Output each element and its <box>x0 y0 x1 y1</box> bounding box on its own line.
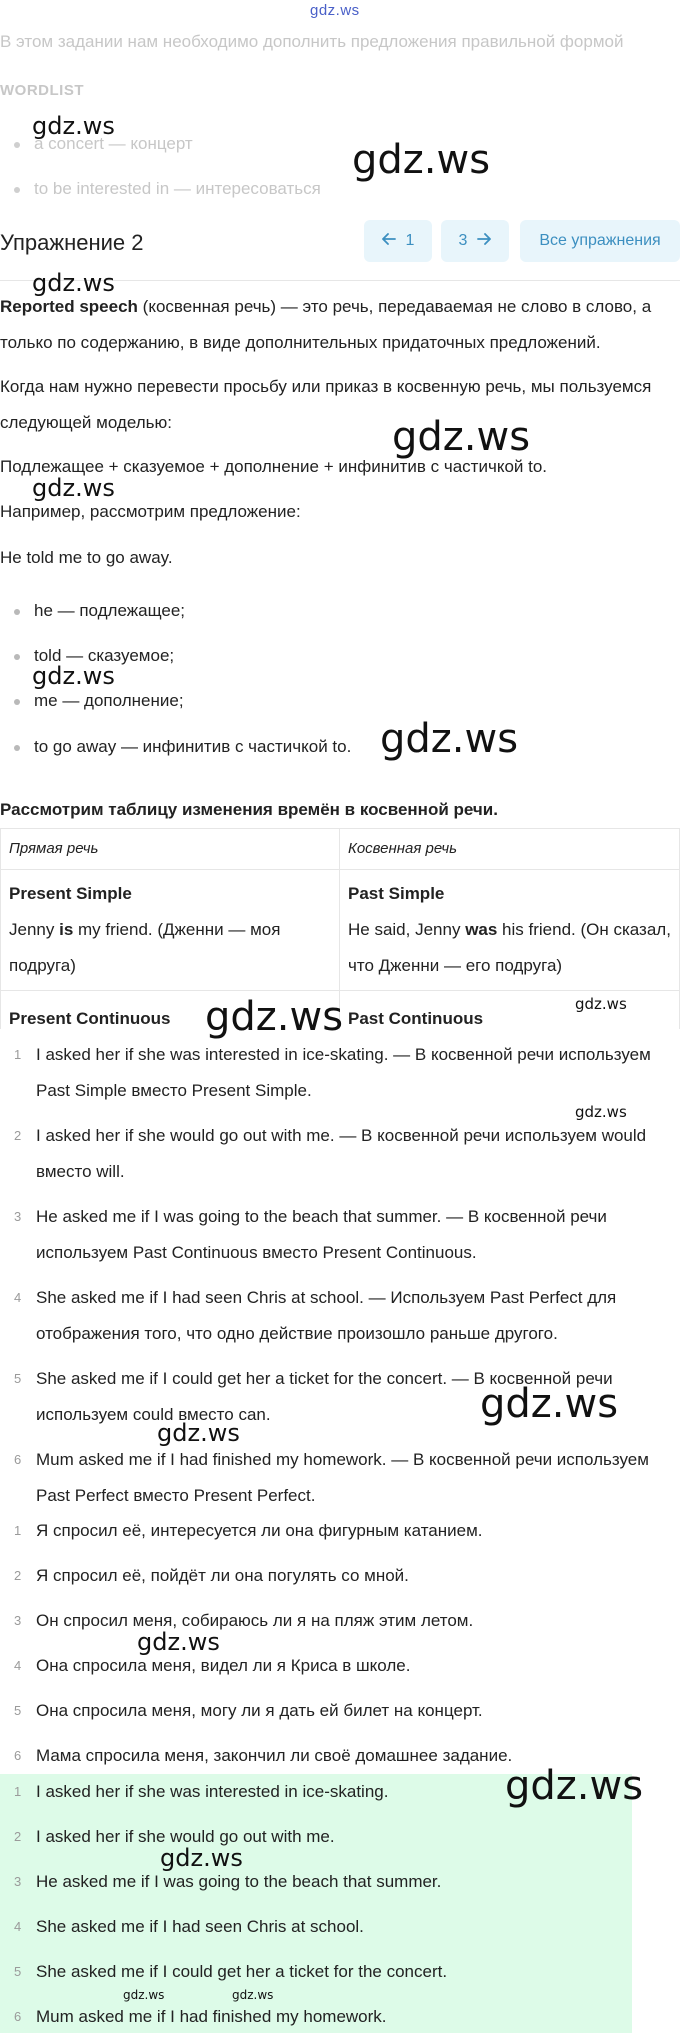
exercise-title: Упражнение 2 <box>0 230 144 255</box>
theory-paragraph: Подлежащее + сказуемое + дополнение + инфинитив с частичкой to. <box>0 457 548 476</box>
wordlist-title: WORDLIST <box>0 82 84 99</box>
bullet-item: told — сказуемое; <box>14 646 174 666</box>
watermark: gdz.ws <box>480 1381 619 1427</box>
watermark: gdz.ws <box>232 1988 274 2002</box>
bullet-icon <box>14 609 20 615</box>
intro-text: В этом задании нам необходимо дополнить предложения правильной формой <box>0 32 624 51</box>
tense-name: Past Continuous <box>348 1009 484 1028</box>
item-number: 6 <box>14 2009 22 2024</box>
prev-exercise-label: 1 <box>405 232 415 249</box>
wordlist-item: a concert — концерт <box>14 134 193 154</box>
table-heading: Рассмотрим таблицу изменения времён в косвенной речи. <box>0 800 498 819</box>
tense-name: Present Simple <box>9 884 132 903</box>
item-text: Я спросил её, интересуется ли она фигурным катанием. <box>36 1521 483 1540</box>
item-text: I asked her if she was interested in ice-skating. — В косвенной речи используем Past Simple вместо Present Simple. <box>36 1045 651 1100</box>
table-example: Jenny is my friend. (Дженни — моя подруга) <box>9 920 281 975</box>
answer-text: She asked me if I had seen Chris at school. <box>36 1917 364 1936</box>
item-number: 2 <box>14 1829 22 1844</box>
all-exercises-button[interactable]: Все упражнения <box>520 220 680 262</box>
watermark: gdz.ws <box>160 1844 243 1872</box>
watermark: gdz.ws <box>575 1103 627 1121</box>
answer-text: I asked her if she would go out with me. <box>36 1827 335 1846</box>
item-number: 1 <box>14 1523 22 1538</box>
item-number: 1 <box>14 1047 22 1062</box>
item-number: 5 <box>14 1703 22 1718</box>
bullet-icon <box>14 187 20 193</box>
answer-text: She asked me if I could get her a ticket for the concert. <box>36 1962 448 1981</box>
site-logo[interactable]: gdz.ws <box>310 2 360 19</box>
bullet-item: me — дополнение; <box>14 691 184 711</box>
answer-text: I asked her if she was interested in ice-skating. <box>36 1782 389 1801</box>
item-text: Я спросил её, пойдёт ли она погулять со мной. <box>36 1566 409 1585</box>
bullet-item: he — подлежащее; <box>14 601 185 621</box>
bullet-icon <box>14 745 20 751</box>
item-text: Она спросила меня, могу ли я дать ей билет на концерт. <box>36 1701 483 1720</box>
tense-name: Present Continuous <box>9 1009 171 1028</box>
bullet-icon <box>14 654 20 660</box>
bullet-icon <box>14 699 20 705</box>
watermark: gdz.ws <box>575 995 627 1013</box>
answer-text: He asked me if I was going to the beach that summer. <box>36 1872 442 1891</box>
watermark: gdz.ws <box>32 662 115 690</box>
watermark: gdz.ws <box>123 1988 165 2002</box>
prev-exercise-button[interactable] <box>364 220 432 262</box>
item-number: 6 <box>14 1452 22 1467</box>
item-text: Mum asked me if I had finished my homework. — В косвенной речи используем Past Perfect вместо Present Perfect. <box>36 1450 649 1505</box>
watermark: gdz.ws <box>205 994 344 1040</box>
example-sentence: He told me to go away. <box>0 548 173 567</box>
item-text: Он спросил меня, собираюсь ли я на пляж этим летом. <box>36 1611 474 1630</box>
answers-highlight <box>0 1774 632 2033</box>
bullet-item: to go away — инфинитив с частичкой to. <box>14 737 351 757</box>
arrow-right-icon <box>477 232 491 250</box>
table-cell <box>1 870 340 991</box>
tense-name: Past Simple <box>348 884 445 903</box>
item-number: 2 <box>14 1128 22 1143</box>
wordlist-item: to be interested in — интересоваться <box>14 179 321 199</box>
item-text: Мама спросила меня, закончил ли своё домашнее задание. <box>36 1746 513 1765</box>
watermark: gdz.ws <box>392 414 531 460</box>
item-text: Она спросила меня, видел ли я Криса в школе. <box>36 1656 411 1675</box>
theory-paragraph: Например, рассмотрим предложение: <box>0 502 301 521</box>
watermark: gdz.ws <box>137 1628 220 1656</box>
table-example: He said, Jenny was his friend. (Он сказал, что Дженни — его подруга) <box>348 920 671 975</box>
theory-paragraph: Когда нам нужно перевести просьбу или приказ в косвенную речь, мы пользуемся следующей моделью: <box>0 377 652 432</box>
item-number: 3 <box>14 1209 22 1224</box>
table-header-direct: Прямая речь <box>1 829 340 870</box>
arrow-left-icon <box>382 232 396 250</box>
watermark: gdz.ws <box>32 112 115 140</box>
next-exercise-label: 3 <box>458 232 468 249</box>
item-number: 1 <box>14 1784 22 1799</box>
theory-paragraph: Reported speech (косвенная речь) — это речь, передаваемая не слово в слово, а только по содержанию, в виде дополнительных придаточных предложений. <box>0 297 652 352</box>
watermark: gdz.ws <box>380 716 519 762</box>
watermark: gdz.ws <box>32 474 115 502</box>
item-text: I asked her if she would go out with me. — В косвенной речи используем would вместо will. <box>36 1126 647 1181</box>
table-cell <box>340 991 680 1030</box>
watermark: gdz.ws <box>352 137 491 183</box>
next-exercise-button[interactable] <box>441 220 509 262</box>
item-number: 6 <box>14 1748 22 1763</box>
watermark: gdz.ws <box>32 269 115 297</box>
answer-text: Mum asked me if I had finished my homework. <box>36 2007 387 2026</box>
item-text: He asked me if I was going to the beach that summer. — В косвенной речи используем Past Continuous вместо Present Continuous. <box>36 1207 607 1262</box>
item-number: 3 <box>14 1613 22 1628</box>
item-text: She asked me if I could get her a ticket for the concert. — В косвенной речи используем could вместо can. <box>36 1369 613 1424</box>
item-number: 2 <box>14 1568 22 1583</box>
watermark: gdz.ws <box>505 1763 644 1809</box>
item-number: 3 <box>14 1874 22 1889</box>
item-number: 4 <box>14 1919 22 1934</box>
table-cell <box>340 870 680 991</box>
item-number: 4 <box>14 1290 22 1305</box>
watermark: gdz.ws <box>157 1419 240 1447</box>
bullet-icon <box>14 142 20 148</box>
item-number: 5 <box>14 1964 22 1979</box>
item-number: 4 <box>14 1658 22 1673</box>
table-header-reported: Косвенная речь <box>340 829 680 870</box>
item-number: 5 <box>14 1371 22 1386</box>
item-text: She asked me if I had seen Chris at school. — Используем Past Perfect для отображения того, что одно действие произошло раньше другого. <box>36 1288 617 1343</box>
